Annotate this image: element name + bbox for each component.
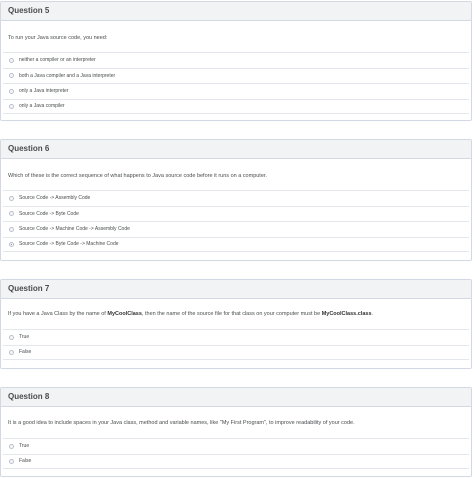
answer-label: both a Java compiler and a Java interpreter	[19, 72, 116, 79]
answer-option[interactable]	[3, 99, 469, 115]
answer-option[interactable]	[3, 52, 469, 68]
radio-button[interactable]	[9, 335, 14, 340]
radio-button[interactable]	[9, 350, 14, 355]
answer-label: False	[19, 349, 32, 356]
radio-button[interactable]	[9, 227, 14, 232]
answer-option-selected[interactable]	[3, 237, 469, 253]
question-7-card	[0, 279, 472, 369]
answer-option-true[interactable]	[3, 329, 469, 345]
answer-label: only a Java compiler	[19, 103, 65, 110]
question-title: Question 8	[1, 388, 471, 407]
radio-button[interactable]	[9, 89, 14, 94]
answer-options	[3, 190, 469, 252]
answer-option-false[interactable]	[3, 345, 469, 361]
question-text: It is a good idea to include spaces in your Java class, method and variable names, like "My First Program", to improve readability of your code.	[8, 420, 355, 426]
radio-button[interactable]	[9, 73, 14, 78]
radio-button[interactable]	[9, 444, 14, 449]
answer-label: Source Code -> Byte Code	[19, 210, 79, 217]
question-text-part: .	[371, 311, 374, 317]
radio-button[interactable]	[9, 459, 14, 464]
radio-button[interactable]	[9, 104, 14, 109]
answer-label: Source Code -> Byte Code -> Machine Code	[19, 241, 119, 248]
radio-button[interactable]	[9, 58, 14, 63]
question-text-part: , then the name of the source file for that class on your computer must be	[141, 311, 322, 317]
answer-option-false[interactable]	[3, 454, 469, 470]
answer-option[interactable]	[3, 68, 469, 84]
answer-options	[3, 52, 469, 114]
radio-button-checked[interactable]	[9, 242, 14, 247]
question-text: To run your Java source code, you need:	[8, 35, 108, 41]
question-text	[1, 311, 373, 318]
question-title: Question 6	[1, 140, 471, 159]
question-6-card	[0, 139, 472, 261]
answer-options	[3, 329, 469, 360]
radio-button[interactable]	[9, 211, 14, 216]
answer-option[interactable]	[3, 83, 469, 99]
question-5-card	[0, 1, 472, 121]
question-text: Which of these is the correct sequence of what happens to Java source code before it runs on a computer.	[8, 173, 267, 179]
question-title: Question 5	[1, 2, 471, 21]
answer-label: False	[19, 458, 32, 465]
answer-label: True	[19, 334, 30, 341]
answer-label: True	[19, 443, 30, 450]
question-8-card	[0, 387, 472, 477]
answer-option[interactable]	[3, 206, 469, 222]
answer-option[interactable]	[3, 221, 469, 237]
answer-label: Source Code -> Assembly Code	[19, 195, 91, 202]
answer-label: neither a compiler or an interpreter	[19, 57, 96, 64]
answer-option-true[interactable]	[3, 438, 469, 454]
question-title: Question 7	[1, 280, 471, 299]
answer-options	[3, 438, 469, 469]
class-name-emphasis: MyCoolClass	[107, 311, 142, 317]
answer-option[interactable]	[3, 190, 469, 206]
question-text-part: If you have a Java Class by the name of	[8, 311, 108, 317]
file-name-emphasis: MyCoolClass.class	[321, 311, 372, 317]
answer-label: only a Java interpreter	[19, 88, 69, 95]
radio-button[interactable]	[9, 196, 14, 201]
answer-label: Source Code -> Machine Code -> Assembly Code	[19, 226, 130, 233]
